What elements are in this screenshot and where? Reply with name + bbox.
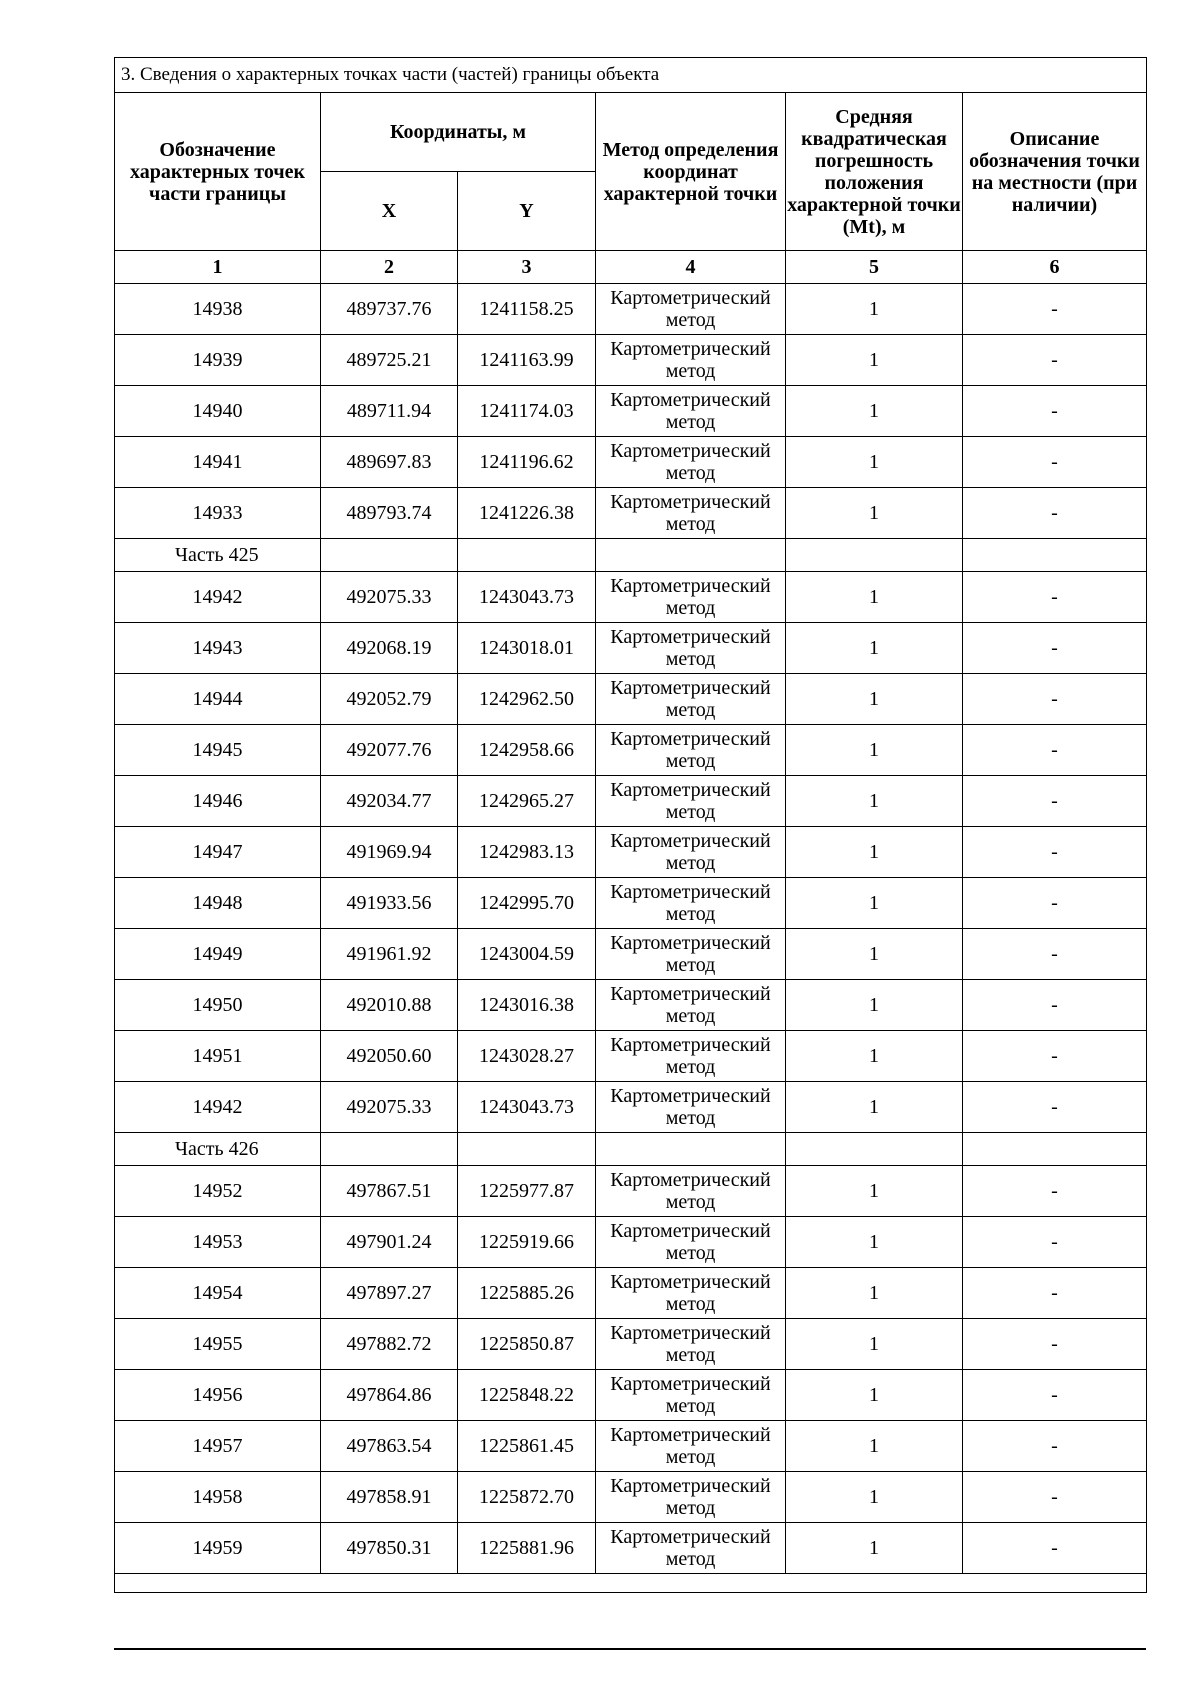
method-cell: Картометрический метод <box>596 1523 786 1574</box>
error-cell: 1 <box>786 572 963 623</box>
coord-x: 497864.86 <box>321 1370 458 1421</box>
table-row <box>115 1370 1147 1421</box>
method-cell: Картометрический метод <box>596 1319 786 1370</box>
point-id: 14948 <box>115 878 321 929</box>
error-cell: 1 <box>786 1217 963 1268</box>
point-id: 14941 <box>115 437 321 488</box>
table-row <box>115 980 1147 1031</box>
empty-cell <box>321 1133 458 1166</box>
error-cell: 1 <box>786 1166 963 1217</box>
error-cell: 1 <box>786 1082 963 1133</box>
description-cell: - <box>963 1268 1147 1319</box>
method-cell: Картометрический метод <box>596 1268 786 1319</box>
coord-y: 1241174.03 <box>458 386 596 437</box>
empty-cell <box>115 1574 1147 1593</box>
coord-x: 492075.33 <box>321 572 458 623</box>
description-cell: - <box>963 335 1147 386</box>
coord-x: 492077.76 <box>321 725 458 776</box>
table-row <box>115 1166 1147 1217</box>
coord-x: 491969.94 <box>321 827 458 878</box>
coord-x: 491961.92 <box>321 929 458 980</box>
table-row <box>115 437 1147 488</box>
table-row <box>115 1421 1147 1472</box>
point-id: 14950 <box>115 980 321 1031</box>
error-cell: 1 <box>786 1319 963 1370</box>
method-cell: Картометрический метод <box>596 623 786 674</box>
point-id: 14942 <box>115 1082 321 1133</box>
coord-y: 1242965.27 <box>458 776 596 827</box>
method-cell: Картометрический метод <box>596 725 786 776</box>
coord-y: 1225861.45 <box>458 1421 596 1472</box>
column-number: 3 <box>458 251 596 284</box>
coord-x: 497850.31 <box>321 1523 458 1574</box>
error-cell: 1 <box>786 1370 963 1421</box>
description-cell: - <box>963 437 1147 488</box>
method-cell: Картометрический метод <box>596 572 786 623</box>
coord-y: 1242962.50 <box>458 674 596 725</box>
point-id: 14939 <box>115 335 321 386</box>
header-error: Средняя квадратическая погрешность положения характерной точки (Mt), м <box>786 93 963 251</box>
error-cell: 1 <box>786 980 963 1031</box>
section-title: 3. Сведения о характерных точках части (частей) границы объекта <box>115 58 1147 93</box>
description-cell: - <box>963 284 1147 335</box>
error-cell: 1 <box>786 284 963 335</box>
method-cell: Картометрический метод <box>596 488 786 539</box>
coord-y: 1243043.73 <box>458 572 596 623</box>
description-cell: - <box>963 1370 1147 1421</box>
column-number: 2 <box>321 251 458 284</box>
coord-y: 1241226.38 <box>458 488 596 539</box>
table-row <box>115 1523 1147 1574</box>
empty-cell <box>786 1133 963 1166</box>
part-label: Часть 426 <box>115 1133 321 1166</box>
coord-x: 497863.54 <box>321 1421 458 1472</box>
point-id: 14954 <box>115 1268 321 1319</box>
coord-x: 489793.74 <box>321 488 458 539</box>
description-cell: - <box>963 1523 1147 1574</box>
description-cell: - <box>963 929 1147 980</box>
coord-x: 489725.21 <box>321 335 458 386</box>
header-coordinates: Координаты, м <box>321 93 596 172</box>
description-cell: - <box>963 776 1147 827</box>
point-id: 14951 <box>115 1031 321 1082</box>
error-cell: 1 <box>786 725 963 776</box>
method-cell: Картометрический метод <box>596 386 786 437</box>
method-cell: Картометрический метод <box>596 1370 786 1421</box>
description-cell: - <box>963 1217 1147 1268</box>
header-y: Y <box>458 172 596 251</box>
method-cell: Картометрический метод <box>596 437 786 488</box>
coord-x: 489711.94 <box>321 386 458 437</box>
table-row <box>115 488 1147 539</box>
coord-y: 1225872.70 <box>458 1472 596 1523</box>
method-cell: Картометрический метод <box>596 1031 786 1082</box>
point-id: 14943 <box>115 623 321 674</box>
description-cell: - <box>963 623 1147 674</box>
method-cell: Картометрический метод <box>596 1217 786 1268</box>
method-cell: Картометрический метод <box>596 827 786 878</box>
method-cell: Картометрический метод <box>596 878 786 929</box>
point-id: 14959 <box>115 1523 321 1574</box>
description-cell: - <box>963 674 1147 725</box>
part-header-row <box>115 539 1147 572</box>
point-id: 14956 <box>115 1370 321 1421</box>
table-row <box>115 776 1147 827</box>
coord-y: 1225885.26 <box>458 1268 596 1319</box>
table-row <box>115 1268 1147 1319</box>
description-cell: - <box>963 1319 1147 1370</box>
table-row <box>115 623 1147 674</box>
header-x: X <box>321 172 458 251</box>
error-cell: 1 <box>786 878 963 929</box>
footer-rule <box>114 1648 1146 1650</box>
coord-y: 1242983.13 <box>458 827 596 878</box>
method-cell: Картометрический метод <box>596 284 786 335</box>
coord-x: 497882.72 <box>321 1319 458 1370</box>
table-row <box>115 1031 1147 1082</box>
description-cell: - <box>963 386 1147 437</box>
header-method: Метод определения координат характерной точки <box>596 93 786 251</box>
column-number: 5 <box>786 251 963 284</box>
point-id: 14940 <box>115 386 321 437</box>
coord-x: 492052.79 <box>321 674 458 725</box>
description-cell: - <box>963 827 1147 878</box>
description-cell: - <box>963 488 1147 539</box>
coord-y: 1225850.87 <box>458 1319 596 1370</box>
error-cell: 1 <box>786 1268 963 1319</box>
error-cell: 1 <box>786 827 963 878</box>
coord-y: 1243004.59 <box>458 929 596 980</box>
column-numbers-row <box>115 251 1147 284</box>
column-number: 6 <box>963 251 1147 284</box>
table-row <box>115 929 1147 980</box>
table-row <box>115 386 1147 437</box>
method-cell: Картометрический метод <box>596 776 786 827</box>
empty-cell <box>458 1133 596 1166</box>
coord-x: 497867.51 <box>321 1166 458 1217</box>
table-bottom-row <box>115 1574 1147 1593</box>
table-row <box>115 284 1147 335</box>
coord-y: 1225881.96 <box>458 1523 596 1574</box>
coord-x: 497901.24 <box>321 1217 458 1268</box>
coord-x: 492010.88 <box>321 980 458 1031</box>
coord-x: 492034.77 <box>321 776 458 827</box>
error-cell: 1 <box>786 623 963 674</box>
empty-cell <box>321 539 458 572</box>
description-cell: - <box>963 980 1147 1031</box>
header-description: Описание обозначения точки на местности (при наличии) <box>963 93 1147 251</box>
coord-x: 492068.19 <box>321 623 458 674</box>
coord-y: 1241196.62 <box>458 437 596 488</box>
error-cell: 1 <box>786 488 963 539</box>
coord-y: 1243016.38 <box>458 980 596 1031</box>
description-cell: - <box>963 878 1147 929</box>
empty-cell <box>596 539 786 572</box>
empty-cell <box>786 539 963 572</box>
description-cell: - <box>963 572 1147 623</box>
description-cell: - <box>963 1166 1147 1217</box>
error-cell: 1 <box>786 335 963 386</box>
table-row <box>115 1082 1147 1133</box>
empty-cell <box>596 1133 786 1166</box>
table-row <box>115 725 1147 776</box>
point-id: 14953 <box>115 1217 321 1268</box>
empty-cell <box>963 539 1147 572</box>
point-id: 14944 <box>115 674 321 725</box>
error-cell: 1 <box>786 386 963 437</box>
table-row <box>115 335 1147 386</box>
coord-x: 497897.27 <box>321 1268 458 1319</box>
boundary-points-table <box>114 57 1147 1593</box>
coord-y: 1243043.73 <box>458 1082 596 1133</box>
error-cell: 1 <box>786 437 963 488</box>
coord-y: 1242958.66 <box>458 725 596 776</box>
column-number: 1 <box>115 251 321 284</box>
coord-x: 492075.33 <box>321 1082 458 1133</box>
description-cell: - <box>963 725 1147 776</box>
part-header-row <box>115 1133 1147 1166</box>
error-cell: 1 <box>786 674 963 725</box>
coord-y: 1243018.01 <box>458 623 596 674</box>
error-cell: 1 <box>786 1031 963 1082</box>
table-row <box>115 878 1147 929</box>
point-id: 14958 <box>115 1472 321 1523</box>
point-id: 14952 <box>115 1166 321 1217</box>
empty-cell <box>963 1133 1147 1166</box>
coord-x: 492050.60 <box>321 1031 458 1082</box>
point-id: 14957 <box>115 1421 321 1472</box>
description-cell: - <box>963 1421 1147 1472</box>
error-cell: 1 <box>786 929 963 980</box>
point-id: 14946 <box>115 776 321 827</box>
error-cell: 1 <box>786 1472 963 1523</box>
method-cell: Картометрический метод <box>596 980 786 1031</box>
method-cell: Картометрический метод <box>596 335 786 386</box>
point-id: 14955 <box>115 1319 321 1370</box>
table-row <box>115 1472 1147 1523</box>
description-cell: - <box>963 1082 1147 1133</box>
coord-x: 489697.83 <box>321 437 458 488</box>
coord-y: 1225919.66 <box>458 1217 596 1268</box>
method-cell: Картометрический метод <box>596 1082 786 1133</box>
error-cell: 1 <box>786 1421 963 1472</box>
coord-x: 497858.91 <box>321 1472 458 1523</box>
coord-y: 1243028.27 <box>458 1031 596 1082</box>
method-cell: Картометрический метод <box>596 929 786 980</box>
coord-x: 489737.76 <box>321 284 458 335</box>
coord-y: 1242995.70 <box>458 878 596 929</box>
method-cell: Картометрический метод <box>596 674 786 725</box>
point-id: 14947 <box>115 827 321 878</box>
point-id: 14933 <box>115 488 321 539</box>
method-cell: Картометрический метод <box>596 1166 786 1217</box>
point-id: 14942 <box>115 572 321 623</box>
header-designation: Обозначение характерных точек части границы <box>115 93 321 251</box>
table-row <box>115 1319 1147 1370</box>
table-row <box>115 674 1147 725</box>
method-cell: Картометрический метод <box>596 1421 786 1472</box>
coord-y: 1241158.25 <box>458 284 596 335</box>
empty-cell <box>458 539 596 572</box>
error-cell: 1 <box>786 1523 963 1574</box>
point-id: 14938 <box>115 284 321 335</box>
point-id: 14949 <box>115 929 321 980</box>
description-cell: - <box>963 1031 1147 1082</box>
table-row <box>115 1217 1147 1268</box>
coord-y: 1241163.99 <box>458 335 596 386</box>
description-cell: - <box>963 1472 1147 1523</box>
point-id: 14945 <box>115 725 321 776</box>
coord-x: 491933.56 <box>321 878 458 929</box>
column-number: 4 <box>596 251 786 284</box>
coord-y: 1225848.22 <box>458 1370 596 1421</box>
table-row <box>115 827 1147 878</box>
method-cell: Картометрический метод <box>596 1472 786 1523</box>
coord-y: 1225977.87 <box>458 1166 596 1217</box>
part-label: Часть 425 <box>115 539 321 572</box>
table-row <box>115 572 1147 623</box>
error-cell: 1 <box>786 776 963 827</box>
